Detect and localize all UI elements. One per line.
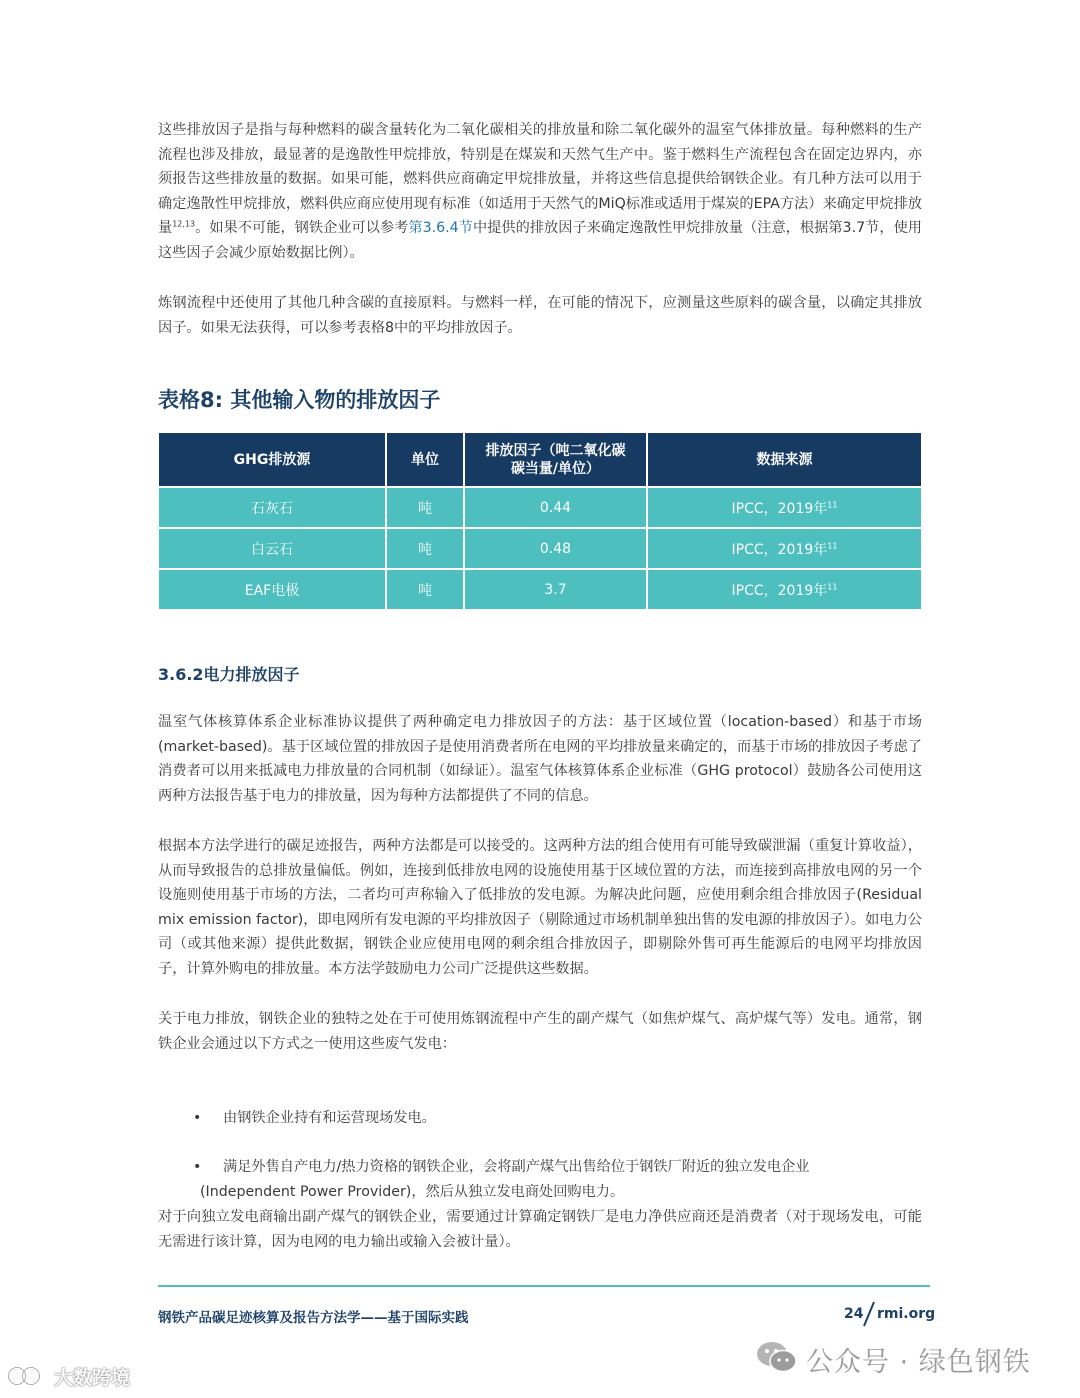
emission-factor-table	[159, 433, 921, 609]
paragraph-text: 。如果不可能，钢铁企业可以参考	[195, 220, 409, 237]
cell-unit: 吨	[386, 528, 464, 569]
cell-data-source	[647, 487, 921, 528]
source-text: IPCC，2019年	[731, 582, 828, 599]
table-row	[159, 569, 921, 609]
table-row	[159, 487, 921, 528]
brand-logo-icon	[8, 1362, 50, 1390]
cell-factor: 0.48	[464, 528, 647, 569]
footer-title: 钢铁产品碳足迹核算及报告方法学——基于国际实践	[158, 1310, 469, 1326]
cell-source: 石灰石	[159, 487, 386, 528]
source-text: IPCC，2019年	[731, 500, 828, 517]
header-data-source: 数据来源	[647, 433, 921, 487]
header-emission-factor	[464, 433, 647, 487]
footer-site: rmi.org	[877, 1306, 936, 1322]
paragraph-text: 中提供的排放因子来确定逸散性甲烷排放量（注意，根据第3.7节，使用这些因子会减少原始数据比例）。	[158, 220, 922, 261]
bullet-icon: •	[193, 1159, 202, 1175]
paragraph-byproduct-gas: 关于电力排放，钢铁企业的独特之处在于可使用炼钢流程中产生的副产煤气（如焦炉煤气、高炉煤气等）发电。通常，钢铁企业会通过以下方式之一使用这些废气发电：	[158, 1011, 922, 1052]
footnote-ref: 11	[827, 540, 838, 550]
paragraph-ghg-protocol-methods: 温室气体核算体系企业标准协议提供了两种确定电力排放因子的方法：基于区域位置（location-based）和基于市场(market-based)。基于区域位置的排放因子是使用消费者所在电网的平均排放量来确定的，而基于市场的排放因子考虑了消费者可以用来抵减电力排放量的合同机制（如绿证）。温室气体核算体系企业标准（GHG protocol）鼓励各公司使用这两种方法报告基于电力的排放量，因为每种方法都提供了不同的信息。	[158, 714, 922, 804]
source-watermark	[8, 1360, 188, 1392]
list-item-text: 由钢铁企业持有和运营现场发电。	[223, 1110, 436, 1126]
page-number: 24	[844, 1306, 864, 1322]
cell-data-source	[647, 528, 921, 569]
cell-source: 白云石	[159, 528, 386, 569]
paragraph-residual-mix: 根据本方法学进行的碳足迹报告，两种方法都是可以接受的。这两种方法的组合使用有可能导致碳泄漏（重复计算收益），从而导致报告的总排放量偏低。例如，连接到低排放电网的设施使用基于区域位置的方法，而连接到高排放电网的另一个设施则使用基于市场的方法，二者均可声称输入了低排放的发电源。为解决此问题，应使用剩余组合排放因子(Residual mix emission factor)，即电网所有发电源的平均排放因子（剔除通过市场机制单独出售的发电源的排放因子）。如电力公司（或其他来源）提供此数据，钢铁企业应使用电网的剩余组合排放因子，即剔除外售可再生能源后的电网平均排放因子，计算外购电的排放量。本方法学鼓励电力公司广泛提供这些数据。	[158, 838, 922, 977]
header-unit: 单位	[386, 433, 464, 487]
source-text: IPCC，2019年	[731, 541, 828, 558]
table-title: 表格8: 其他输入物的排放因子	[158, 388, 441, 412]
footnote-ref: 11	[827, 499, 838, 509]
cell-factor: 0.44	[464, 487, 647, 528]
footer-divider	[158, 1285, 930, 1287]
paragraph-text: 这些排放因子是指与每种燃料的碳含量转化为二氧化碳相关的排放量和除二氧化碳外的温室气体排放量。每种燃料的生产流程也涉及排放，最显著的是逸散性甲烷排放，特别是在煤炭和天然气生产中。鉴于燃料生产流程包含在固定边界内，亦须报告这些排放量的数据。如果可能，燃料供应商确定甲烷排放量，并将这些信息提供给钢铁企业。有几种方法可以用于确定逸散性甲烷排放，燃料供应商应使用现有标准（如适用于天然气的MiQ标准或适用于煤炭的EPA方法）来确定甲烷排放量	[158, 122, 922, 237]
cell-unit: 吨	[386, 569, 464, 609]
table-header-row	[159, 433, 921, 487]
paragraph-other-raw-materials: 炼钢流程中还使用了其他几种含碳的直接原料。与燃料一样，在可能的情况下，应测量这些原料的碳含量，以确定其排放因子。如果无法获得，可以参考表格8中的平均排放因子。	[158, 295, 922, 336]
list-item-text: 满足外售自产电力/热力资格的钢铁企业，会将副产煤气出售给位于钢铁厂附近的独立发电企业	[223, 1159, 810, 1175]
header-ghg-source: GHG排放源	[159, 433, 386, 487]
section-link-3-6-4[interactable]: 第3.6.4节	[408, 220, 473, 237]
cell-source: EAF电极	[159, 569, 386, 609]
cell-factor: 3.7	[464, 569, 647, 609]
slash-icon	[862, 1300, 876, 1328]
footnote-ref: 11	[827, 581, 838, 591]
source-watermark-text: 大数跨境	[54, 1367, 131, 1389]
paragraph-fuel-emission-factors	[158, 118, 922, 266]
wechat-icon	[756, 1340, 798, 1374]
table-row	[159, 528, 921, 569]
footnote-ref: 12,13	[172, 219, 196, 229]
cell-unit: 吨	[386, 487, 464, 528]
section-heading: 3.6.2电力排放因子	[158, 665, 300, 684]
list-item-continuation: (Independent Power Provider)，然后从独立发电商处回购电力。	[200, 1184, 625, 1200]
header-line: 排放因子（吨二氧化碳	[485, 442, 626, 459]
header-line: 碳当量/单位）	[510, 460, 601, 477]
paragraph-net-supplier: 对于向独立发电商输出副产煤气的钢铁企业，需要通过计算确定钢铁厂是电力净供应商还是消费者（对于现场发电，可能无需进行该计算，因为电网的电力输出或输入会被计量）。	[158, 1209, 922, 1250]
cell-data-source	[647, 569, 921, 609]
wechat-watermark-text: 公众号 · 绿色钢铁	[806, 1347, 1031, 1378]
bullet-icon: •	[193, 1110, 202, 1126]
wechat-watermark	[756, 1338, 1056, 1376]
